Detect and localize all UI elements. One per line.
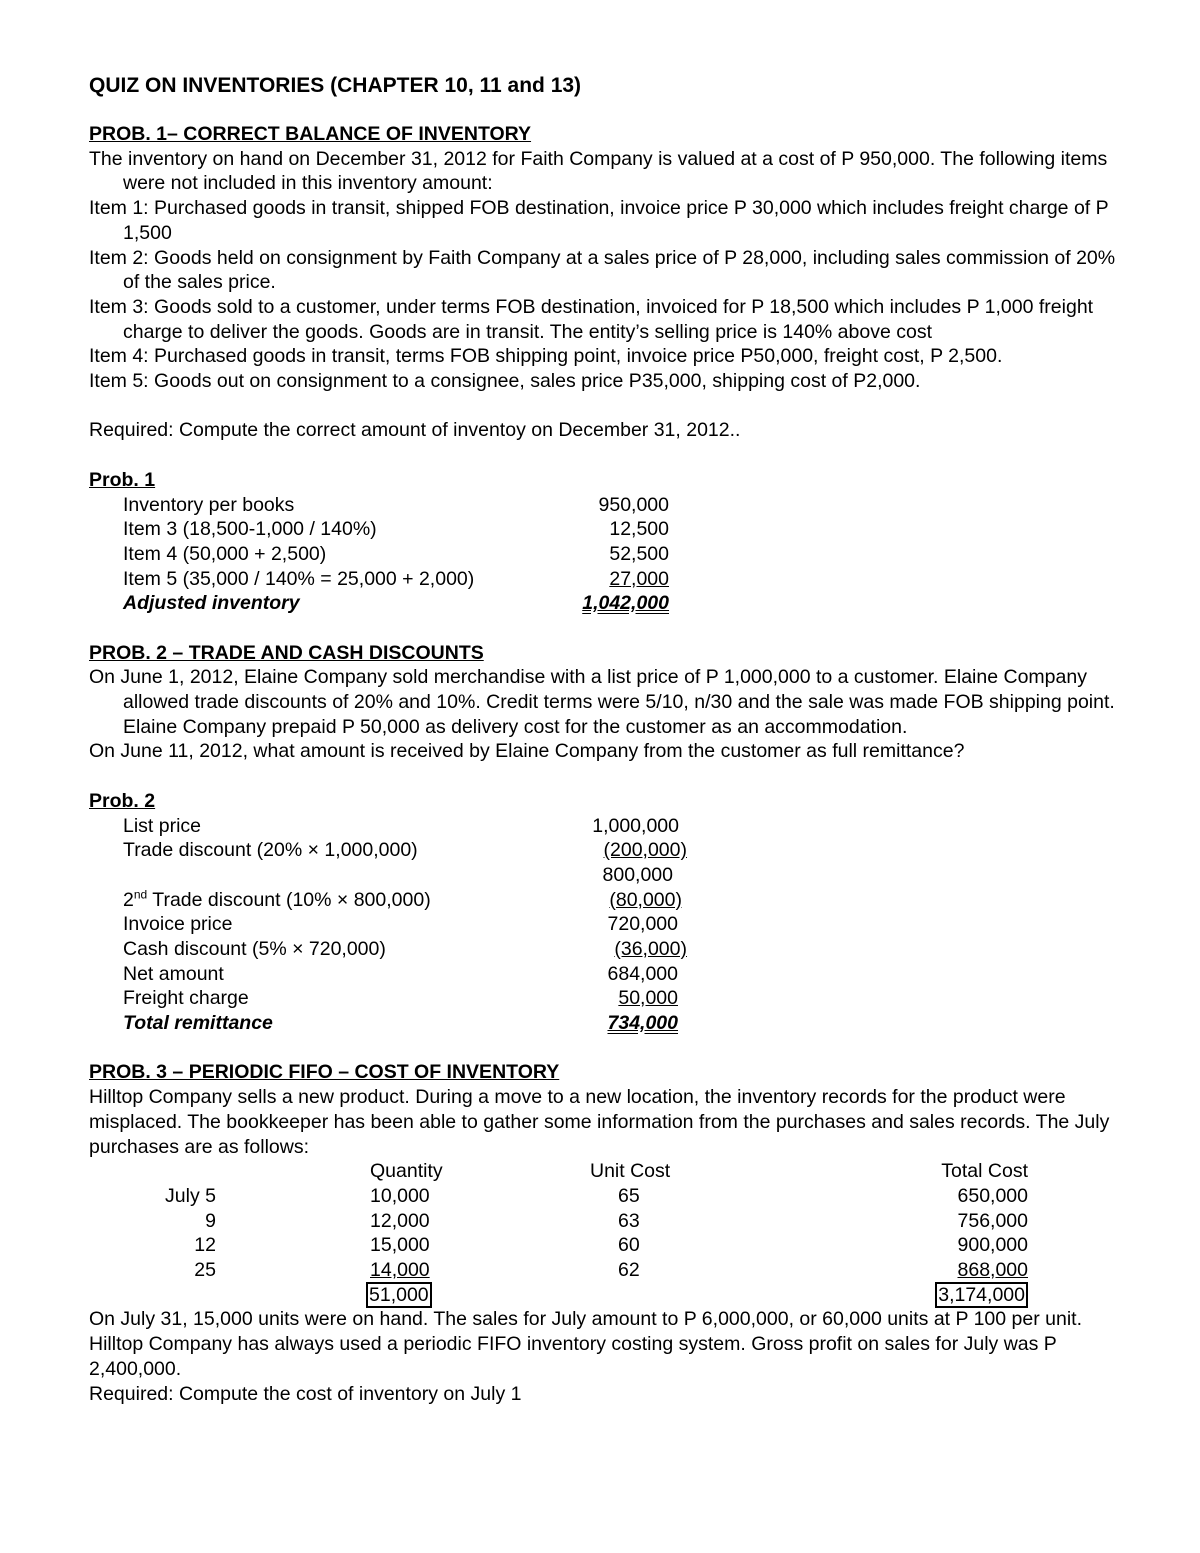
- table-row: [89, 1184, 1028, 1209]
- row-quantity: 14,000: [370, 1259, 430, 1282]
- solution-amount: 950,000: [598, 493, 669, 516]
- column-header-unit-cost: Unit Cost: [590, 1160, 671, 1183]
- prob1-required: Required: Compute the correct amount of inventoy on December 31, 2012..: [89, 419, 741, 442]
- table-header-row: [89, 1159, 1028, 1184]
- row-date: 9: [205, 1209, 216, 1232]
- solution-amount: 720,000: [607, 913, 678, 936]
- solution-amount: (80,000): [609, 888, 682, 911]
- solution-amount: 800,000: [602, 863, 673, 886]
- solution-label: Item 4 (50,000 + 2,500): [123, 542, 327, 565]
- solution-total-row: [89, 591, 1119, 616]
- prob1-item-4: Item 4: Purchased goods in transit, terms FOB shipping point, invoice price P50,000, freight cost, P 2,500.: [89, 345, 1003, 368]
- row-quantity: 12,000: [370, 1209, 430, 1232]
- solution-label: Item 3 (18,500-1,000 / 140%): [123, 518, 377, 541]
- solution-amount: (36,000): [614, 937, 687, 960]
- prob2-heading: PROB. 2 – TRADE AND CASH DISCOUNTS: [89, 641, 484, 664]
- solution-row: [89, 863, 1119, 888]
- table-row: [89, 1258, 1028, 1283]
- row-quantity: 15,000: [370, 1234, 430, 1257]
- solution-row: [89, 912, 1119, 937]
- purchases-table: [89, 1159, 1028, 1307]
- row-unit-cost: 62: [618, 1259, 640, 1282]
- solution-total-row: [89, 1011, 1119, 1036]
- prob1-solution-heading: Prob. 1: [89, 468, 156, 491]
- row-unit-cost: 65: [618, 1184, 640, 1207]
- solution-label: 2nd Trade discount (10% × 800,000): [123, 887, 431, 911]
- table-total-row: [89, 1283, 1028, 1308]
- column-header-quantity: Quantity: [370, 1160, 443, 1183]
- solution-row: [89, 937, 1119, 962]
- solution-amount: 27,000: [609, 567, 669, 590]
- solution-row: [89, 517, 1119, 542]
- solution-label: Cash discount (5% × 720,000): [123, 937, 386, 960]
- row-total-cost: 900,000: [957, 1234, 1028, 1257]
- solution-label: Net amount: [123, 962, 224, 985]
- row-date: 12: [194, 1234, 216, 1257]
- prob3-heading: PROB. 3 – PERIODIC FIFO – COST OF INVENTORY: [89, 1061, 560, 1084]
- table-row: [89, 1233, 1028, 1258]
- solution-amount: 50,000: [618, 987, 678, 1010]
- document: [89, 72, 1119, 1406]
- row-date: July 5: [165, 1184, 216, 1207]
- column-header-total-cost: Total Cost: [941, 1160, 1028, 1183]
- row-total-cost: 650,000: [957, 1184, 1028, 1207]
- solution-amount: 52,500: [609, 542, 669, 565]
- solution-amount: (200,000): [603, 839, 687, 862]
- row-total-cost: 756,000: [957, 1209, 1028, 1232]
- table-row: [89, 1209, 1028, 1234]
- prob2-solution-heading: Prob. 2: [89, 789, 156, 812]
- prob3-intro: Hilltop Company sells a new product. During a move to a new location, the inventory records for the product were misplaced. The bookkeeper has been able to gather some information from the purchases and sales records. The July purchases are as follows:: [89, 1086, 1110, 1158]
- solution-total-amount: 734,000: [607, 1012, 678, 1035]
- solution-row: [89, 493, 1119, 518]
- solution-label: [89, 863, 539, 888]
- solution-label: Trade discount (20% × 1,000,000): [123, 839, 418, 862]
- prob3-text: On July 31, 15,000 units were on hand. The sales for July amount to P 6,000,000, or 60,000 units at P 100 per unit. Hilltop Company has always used a periodic FIFO inventory costing system. Gross profit on sales for July was P 2,400,000.: [89, 1308, 1082, 1380]
- prob1-intro: The inventory on hand on December 31, 2012 for Faith Company is valued at a cost of P 950,000. The following items were not included in this inventory amount:: [89, 147, 1108, 195]
- prob1-item-2: Item 2: Goods held on consignment by Faith Company at a sales price of P 28,000, including sales commission of 20% of the sales price.: [89, 246, 1116, 294]
- solution-label: Inventory per books: [123, 493, 295, 516]
- prob3-required: Required: Compute the cost of inventory on July 1: [89, 1382, 522, 1405]
- row-date: 25: [194, 1259, 216, 1282]
- prob2-question: On June 11, 2012, what amount is received by Elaine Company from the customer as full remittance?: [89, 740, 965, 763]
- row-total-cost: 868,000: [957, 1259, 1028, 1282]
- document-title: QUIZ ON INVENTORIES (CHAPTER 10, 11 and 13): [89, 74, 582, 97]
- solution-label: Item 5 (35,000 / 140% = 25,000 + 2,000): [123, 567, 475, 590]
- solution-row: [89, 542, 1119, 567]
- solution-amount: 1,000,000: [592, 814, 679, 837]
- solution-label: List price: [123, 814, 202, 837]
- solution-row: [89, 838, 1119, 863]
- solution-label: Invoice price: [123, 913, 233, 936]
- row-quantity: 10,000: [370, 1184, 430, 1207]
- solution-total-amount: 1,042,000: [582, 592, 669, 615]
- solution-row: [89, 962, 1119, 987]
- row-unit-cost: 60: [618, 1234, 640, 1257]
- prob1-item-3: Item 3: Goods sold to a customer, under terms FOB destination, invoiced for P 18,500 which includes P 1,000 freight charge to deliver the goods. Goods are in transit. The entity’s selling price is 140% above cost: [89, 295, 1094, 343]
- solution-row: [89, 986, 1119, 1011]
- prob1-item-5: Item 5: Goods out on consignment to a consignee, sales price P35,000, shipping cost of P2,000.: [89, 370, 921, 393]
- prob1-solution: [89, 493, 1119, 616]
- solution-row: [89, 814, 1119, 839]
- solution-amount: 12,500: [609, 518, 669, 541]
- solution-total-label: Adjusted inventory: [123, 592, 300, 615]
- solution-row: [89, 888, 1119, 913]
- prob1-heading: PROB. 1– CORRECT BALANCE OF INVENTORY: [89, 123, 532, 145]
- solution-row: [89, 567, 1119, 592]
- row-unit-cost: 63: [618, 1209, 640, 1232]
- solution-label: Freight charge: [123, 987, 249, 1010]
- solution-amount: 684,000: [607, 962, 678, 985]
- prob2-solution: [89, 814, 1119, 1036]
- total-quantity: 51,000: [366, 1282, 432, 1308]
- prob1-item-1: Item 1: Purchased goods in transit, shipped FOB destination, invoice price P 30,000 which includes freight charge of P 1,500: [89, 197, 1109, 244]
- solution-total-label: Total remittance: [123, 1012, 273, 1035]
- total-cost: 3,174,000: [935, 1282, 1028, 1308]
- prob2-text: On June 1, 2012, Elaine Company sold merchandise with a list price of P 1,000,000 to a customer. Elaine Company allowed trade discounts of 20% and 10%. Credit terms were 5/10, n/30 and the sale was made FOB shipping point. Elaine Company prepaid P 50,000 as delivery cost for the customer as an accommodation.: [89, 666, 1115, 738]
